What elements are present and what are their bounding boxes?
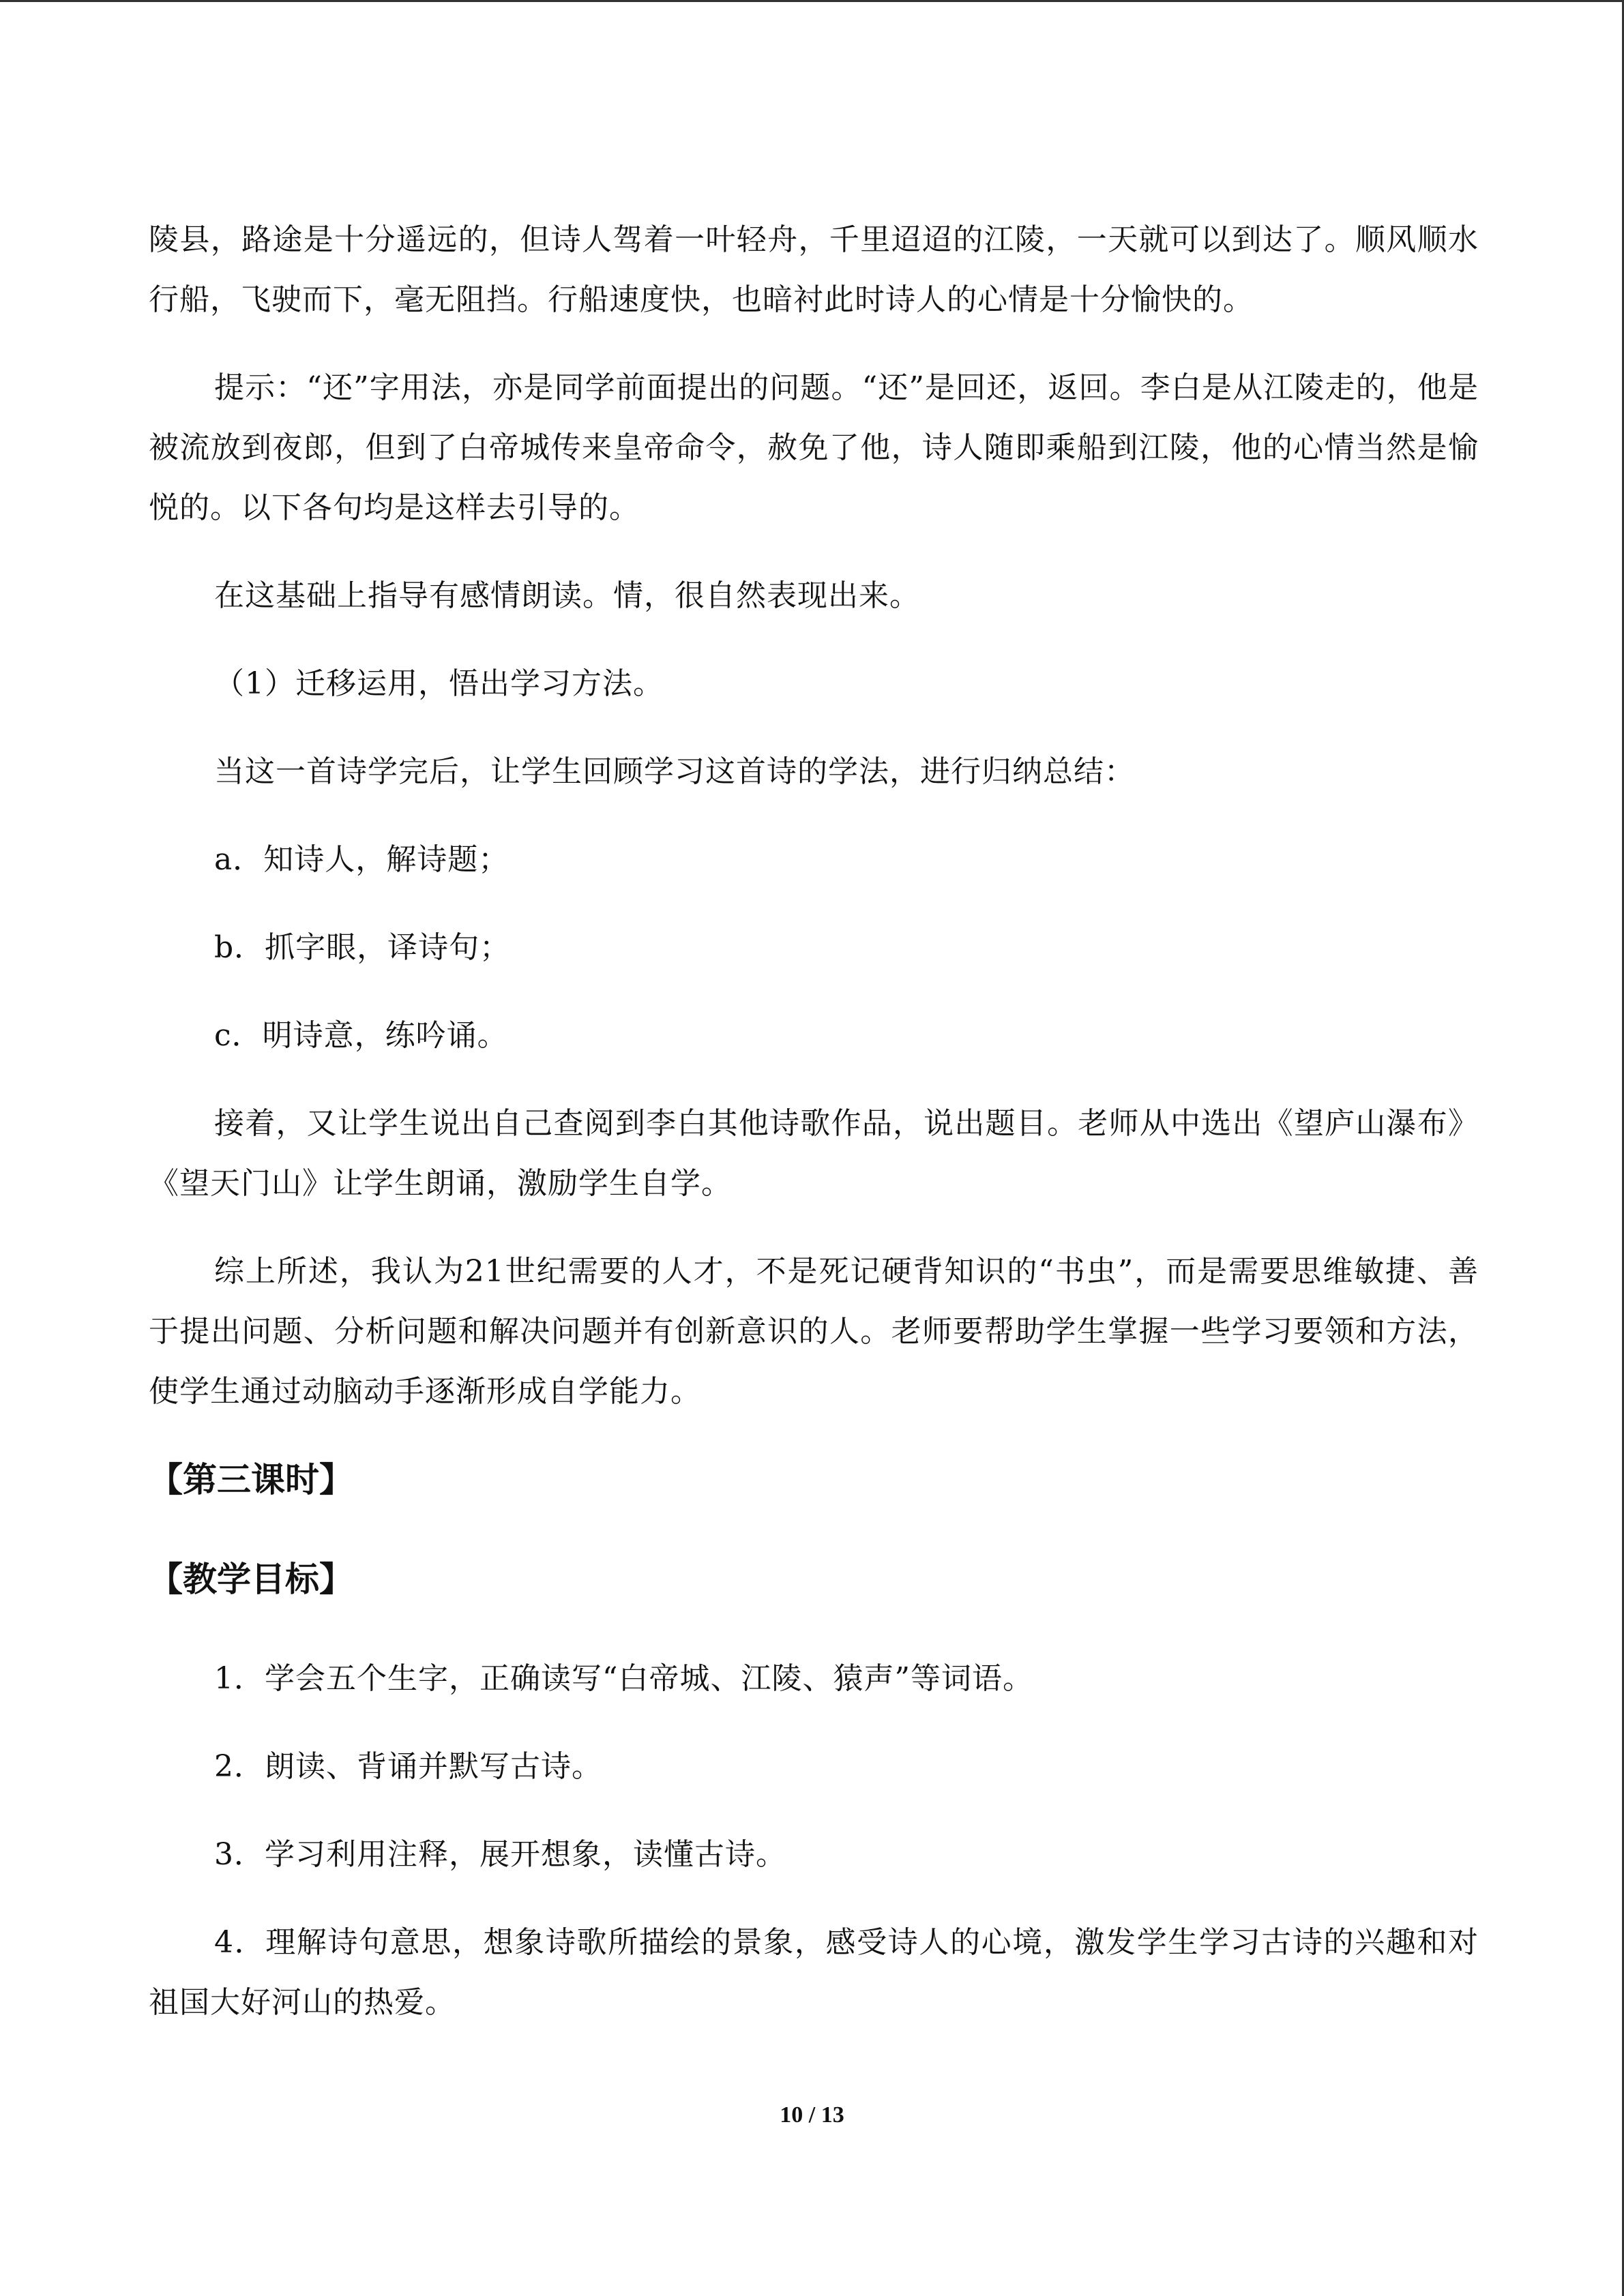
paragraph-guided-reading: 在这基础上指导有感情朗读。情，很自然表现出来。 xyxy=(214,578,920,613)
method-list xyxy=(149,830,1479,1066)
goal-item: 4．理解诗句意思，想象诗歌所描绘的景象，感受诗人的心境，激发学生学习古诗的兴趣和对祖国大好河山的热爱。 xyxy=(149,1925,1479,2020)
goal-item: 2．朗读、背诵并默写古诗。 xyxy=(214,1749,602,1784)
method-item: a．知诗人，解诗题； xyxy=(214,842,510,877)
method-item: c．明诗意，练吟诵。 xyxy=(214,1018,508,1053)
paragraph-review: 当这一首诗学完后，让学生回顾学习这首诗的学法，进行归纳总结： xyxy=(214,754,1135,789)
goal-item: 3．学习利用注释，展开想象，读懂古诗。 xyxy=(214,1837,786,1872)
paragraph-transfer-step: （1）迁移运用，悟出学习方法。 xyxy=(214,666,664,701)
paragraph-continuation: 陵县，路途是十分遥远的，但诗人驾着一叶轻舟，千里迢迢的江陵，一天就可以到达了。顺风顺水行船，飞驶而下，毫无阻挡。行船速度快，也暗衬此时诗人的心情是十分愉快的。 xyxy=(149,222,1479,317)
paragraph-summary: 综上所述，我认为21世纪需要的人才，不是死记硬背知识的“书虫”，而是需要思维敏捷、善于提出问题、分析问题和解决问题并有创新意识的人。老师要帮助学生掌握一些学习要领和方法，使学生通过动脑动手逐渐形成自学能力。 xyxy=(149,1254,1479,1409)
method-item: b．抓字眼，译诗句； xyxy=(214,930,511,965)
goals-list xyxy=(149,1649,1479,2033)
section-heading-goals: 【教学目标】 xyxy=(149,1560,353,1599)
page-content xyxy=(149,210,1479,2061)
goal-item: 1．学会五个生字，正确读写“白帝城、江陵、猿声”等词语。 xyxy=(214,1661,1033,1696)
section-heading-lesson: 【第三课时】 xyxy=(149,1460,353,1500)
paragraph-hint: 提示：“还”字用法，亦是同学前面提出的问题。“还”是回还，返回。李白是从江陵走的，他是被流放到夜郎，但到了白帝城传来皇帝命令，赦免了他，诗人随即乘船到江陵，他的心情当然是愉悦的。以下各句均是这样去引导的。 xyxy=(149,370,1479,525)
paragraph-extension: 接着，又让学生说出自己查阅到李白其他诗歌作品，说出题目。老师从中选出《望庐山瀑布》《望天门山》让学生朗诵，激励学生自学。 xyxy=(149,1106,1479,1201)
page-number: 10 / 13 xyxy=(780,2102,844,2128)
